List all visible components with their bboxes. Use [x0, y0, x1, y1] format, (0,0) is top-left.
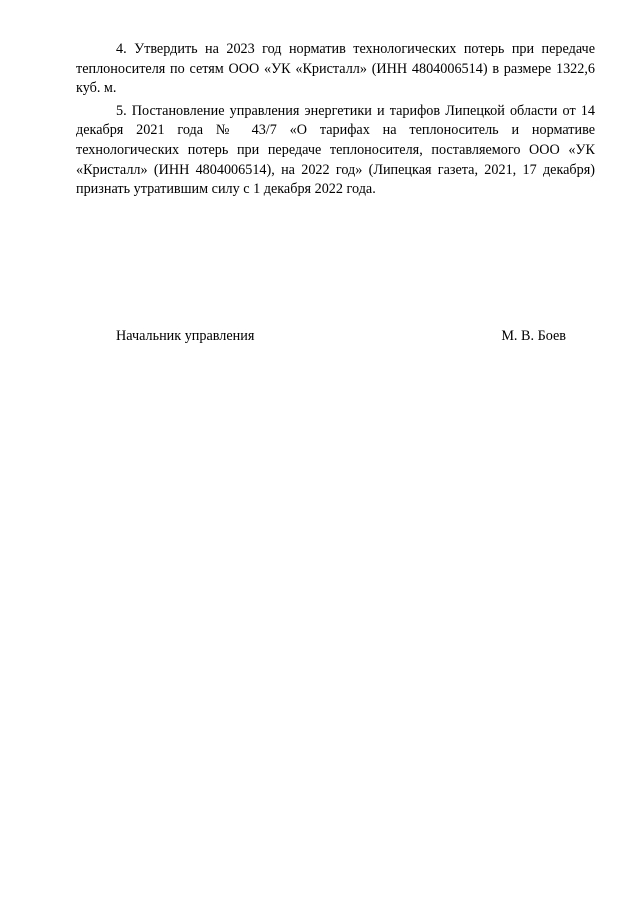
document-body: [76, 40, 595, 200]
signatory-title: Начальник управления: [116, 328, 255, 344]
paragraph-item-5: 5. Постановление управления энергетики и тарифов Липецкой области от 14 декабря 2021 года № 43/7 «О тарифах на теплоноситель и нормативе технологических потерь при передаче теплоносителя, поставляемого ООО «УК «Кристалл» (ИНН 4804006514), на 2022 год» (Липецкая газета, 2021, 17 декабря) признать утратившим силу с 1 декабря 2022 года.: [76, 102, 595, 198]
signatory-name: М. В. Боев: [501, 328, 566, 344]
paragraph-item-4: 4. Утвердить на 2023 год норматив технологических потерь при передаче теплоносителя по сетям ООО «УК «Кристалл» (ИНН 4804006514) в размере 1322,6 куб. м.: [76, 41, 595, 97]
